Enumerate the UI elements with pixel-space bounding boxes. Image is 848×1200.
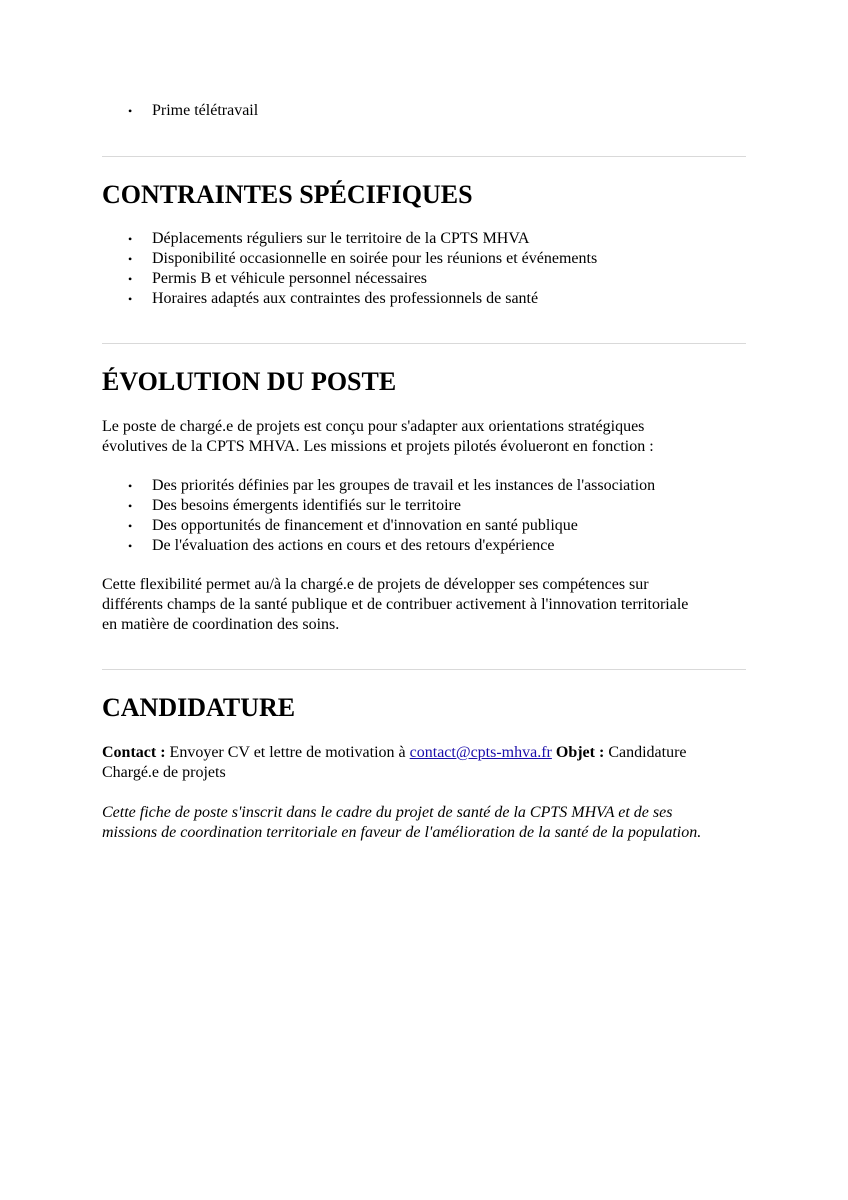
list-item bbox=[102, 269, 746, 289]
objet-text-continued: Chargé.e de projets bbox=[102, 764, 226, 781]
evolution-closing bbox=[102, 575, 746, 635]
list-item bbox=[102, 101, 746, 121]
bullet-icon: • bbox=[128, 539, 133, 553]
list-item-text: De l'évaluation des actions en cours et des retours d'expérience bbox=[152, 537, 555, 554]
text-line: en matière de coordination des soins. bbox=[102, 616, 340, 633]
section-title-evolution: ÉVOLUTION DU POSTE bbox=[102, 367, 397, 396]
list-item bbox=[102, 536, 746, 556]
bullet-icon: • bbox=[128, 252, 133, 266]
text-line: évolutives de la CPTS MHVA. Les missions et projets pilotés évolueront en fonction : bbox=[102, 438, 654, 455]
section-divider bbox=[102, 343, 746, 344]
list-item bbox=[102, 496, 746, 516]
email-link[interactable]: contact@cpts-mhva.fr bbox=[409, 744, 552, 761]
list-item bbox=[102, 229, 746, 249]
list-item-text: Des opportunités de financement et d'innovation en santé publique bbox=[152, 517, 578, 534]
benefits-list bbox=[102, 101, 746, 121]
text-line: Cette flexibilité permet au/à la chargé.e de projets de développer ses compétences sur bbox=[102, 576, 649, 593]
list-item-text: Déplacements réguliers sur le territoire de la CPTS MHVA bbox=[152, 230, 530, 247]
evolution-list bbox=[102, 476, 746, 556]
objet-label: Objet : bbox=[555, 744, 605, 761]
bullet-icon: • bbox=[128, 232, 133, 246]
section-title-contraintes: CONTRAINTES SPÉCIFIQUES bbox=[102, 180, 473, 209]
text-line: Cette fiche de poste s'inscrit dans le cadre du projet de santé de la CPTS MHVA et de ses bbox=[102, 804, 673, 821]
contact-paragraph bbox=[102, 743, 746, 783]
text-line: Le poste de chargé.e de projets est conçu pour s'adapter aux orientations stratégiques bbox=[102, 418, 645, 435]
bullet-icon: • bbox=[128, 479, 133, 493]
list-item bbox=[102, 516, 746, 536]
list-item bbox=[102, 476, 746, 496]
section-divider bbox=[102, 669, 746, 670]
objet-text: Candidature bbox=[604, 744, 687, 761]
list-item-text: Disponibilité occasionnelle en soirée pour les réunions et événements bbox=[152, 250, 598, 267]
contraintes-list bbox=[102, 229, 746, 309]
text-line: missions de coordination territoriale en faveur de l'amélioration de la santé de la population. bbox=[102, 824, 702, 841]
contact-label: Contact : bbox=[102, 744, 166, 761]
list-item bbox=[102, 249, 746, 269]
section-divider bbox=[102, 156, 746, 157]
bullet-icon: • bbox=[128, 104, 133, 118]
contact-text: Envoyer CV et lettre de motivation à bbox=[165, 744, 410, 761]
list-item-text: Des besoins émergents identifiés sur le territoire bbox=[152, 497, 461, 514]
list-item-text: Prime télétravail bbox=[152, 102, 259, 119]
list-item-text: Permis B et véhicule personnel nécessaires bbox=[152, 270, 428, 287]
bullet-icon: • bbox=[128, 519, 133, 533]
list-item bbox=[102, 289, 746, 309]
bullet-icon: • bbox=[128, 292, 133, 306]
bullet-icon: • bbox=[128, 499, 133, 513]
list-item-text: Des priorités définies par les groupes de travail et les instances de l'association bbox=[152, 477, 656, 494]
section-title-candidature: CANDIDATURE bbox=[102, 693, 296, 722]
closing-note bbox=[102, 803, 746, 843]
text-line: différents champs de la santé publique et de contribuer activement à l'innovation territoriale bbox=[102, 596, 689, 613]
bullet-icon: • bbox=[128, 272, 133, 286]
evolution-intro bbox=[102, 417, 746, 457]
list-item-text: Horaires adaptés aux contraintes des professionnels de santé bbox=[152, 290, 539, 307]
